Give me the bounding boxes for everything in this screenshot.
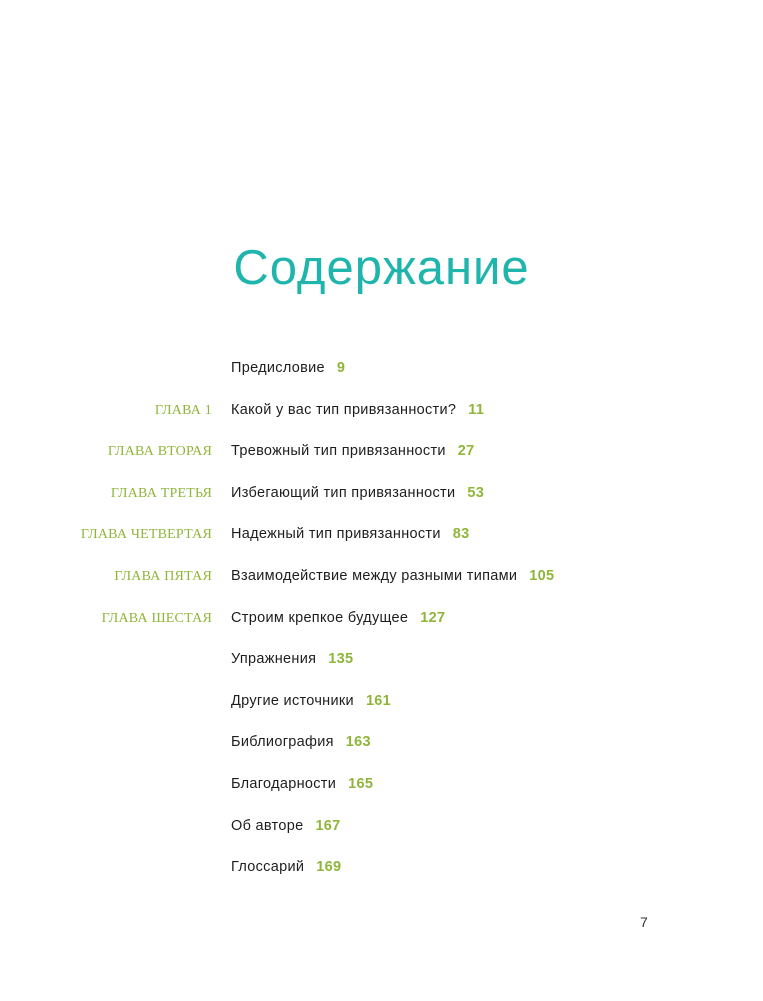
toc-row	[0, 856, 763, 898]
chapter-label: ГЛАВА ШЕСТАЯ	[101, 610, 212, 626]
toc-entry	[231, 402, 484, 418]
toc-row	[0, 773, 763, 815]
toc-entry	[231, 859, 341, 875]
toc-row	[0, 482, 763, 524]
toc-row	[0, 523, 763, 565]
entry-title: Об авторе	[231, 817, 304, 834]
entry-page-number: 11	[468, 401, 485, 418]
toc-row	[0, 690, 763, 732]
toc-row	[0, 565, 763, 607]
entry-page-number: 163	[345, 734, 371, 751]
toc-row	[0, 357, 763, 399]
toc-entry	[231, 693, 391, 709]
entry-title: Какой у вас тип привязанности?	[231, 401, 457, 418]
entry-page-number: 165	[348, 775, 374, 792]
toc-entry	[231, 610, 445, 626]
toc-entry	[231, 734, 371, 750]
toc-entry	[231, 360, 345, 376]
chapter-label: ГЛАВА ПЯТАЯ	[114, 568, 212, 584]
toc-entry	[231, 526, 470, 542]
entry-title: Глоссарий	[231, 859, 305, 876]
chapter-label: ГЛАВА ТРЕТЬЯ	[110, 485, 212, 501]
table-of-contents	[0, 357, 763, 898]
toc-entry	[231, 776, 373, 792]
entry-title: Упражнения	[231, 651, 317, 668]
entry-page-number: 169	[316, 859, 342, 876]
toc-entry	[231, 568, 554, 584]
toc-row	[0, 815, 763, 857]
entry-title: Библиография	[231, 734, 334, 751]
entry-title: Другие источники	[231, 692, 354, 709]
entry-page-number: 105	[529, 567, 555, 584]
entry-title: Надежный тип привязанности	[231, 526, 441, 543]
toc-row	[0, 648, 763, 690]
entry-page-number: 127	[420, 609, 446, 626]
toc-row	[0, 399, 763, 441]
chapter-label: ГЛАВА ВТОРАЯ	[107, 444, 212, 460]
page-number: 7	[640, 914, 648, 930]
entry-title: Предисловие	[231, 360, 325, 376]
entry-page-number: 27	[457, 443, 475, 460]
toc-entry	[231, 485, 484, 501]
page-title: Содержание	[233, 241, 530, 295]
entry-page-number: 53	[467, 484, 485, 501]
entry-title: Избегающий тип привязанности	[231, 484, 456, 501]
toc-row	[0, 607, 763, 649]
entry-title: Строим крепкое будущее	[231, 609, 409, 626]
entry-page-number: 161	[365, 692, 392, 709]
entry-page-number: 9	[336, 360, 346, 376]
entry-title: Взаимодействие между разными типами	[231, 567, 518, 584]
chapter-label: ГЛАВА 1	[154, 402, 212, 418]
toc-entry	[231, 651, 353, 667]
toc-row	[0, 440, 763, 482]
toc-row	[0, 731, 763, 773]
entry-title: Тревожный тип привязанности	[231, 443, 446, 460]
entry-page-number: 135	[328, 651, 354, 668]
chapter-label: ГЛАВА ЧЕТВЕРТАЯ	[80, 527, 212, 543]
entry-page-number: 83	[452, 526, 470, 543]
entry-page-number: 167	[315, 817, 341, 834]
toc-entry	[231, 818, 341, 834]
entry-title: Благодарности	[231, 775, 337, 792]
toc-entry	[231, 443, 475, 459]
